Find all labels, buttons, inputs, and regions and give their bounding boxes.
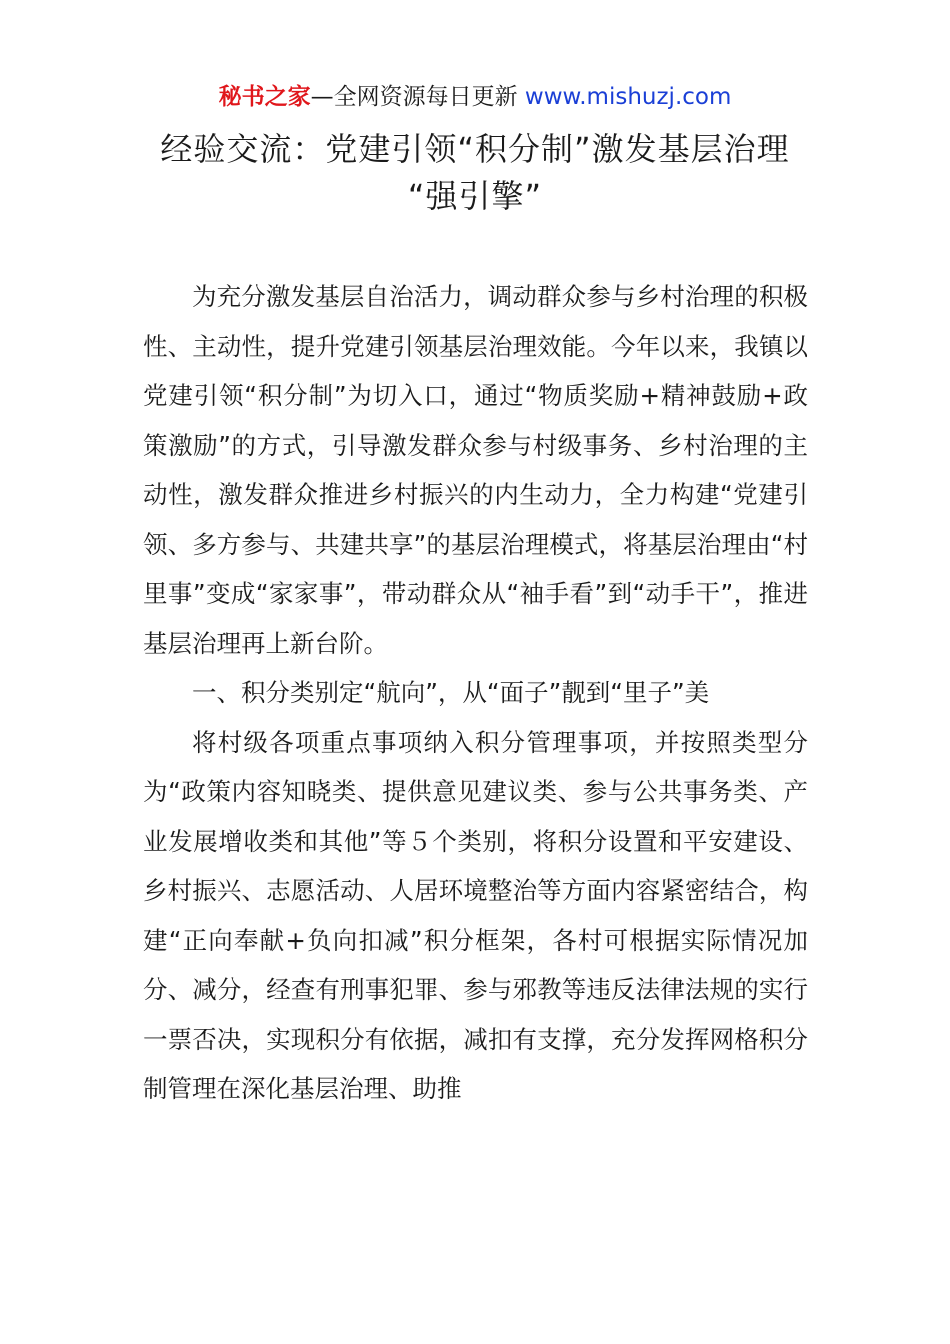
section-1-paragraph: 将村级各项重点事项纳入积分管理事项，并按照类型分为“政策内容知晓类、提供意见建议类、参与公共事务类、产业发展增收类和其他”等５个类别，将积分设置和平安建设、乡村振兴、志愿活动、人居环境整治等方面内容紧密结合，构建“正向奉献+负向扣减”积分框架，各村可根据实际情况加分、减分，经查有刑事犯罪、参与邪教等违反法律法规的实行一票否决，实现积分有依据，减扣有支撑，充分发挥网格积分制管理在深化基层治理、助推 [143,727,808,1103]
site-header [0,82,950,112]
section-heading-1: 一、积分类别定“航向”，从“面子”靓到“里子”美 [192,678,710,707]
document-title [100,126,850,220]
document-title-line-2: “强引擎” [407,177,543,215]
site-tagline: —全网资源每日更新 [310,84,525,110]
site-brand: 秘书之家 [218,84,311,110]
intro-paragraph: 为充分激发基层自治活力，调动群众参与乡村治理的积极性、主动性，提升党建引领基层治理效能。今年以来，我镇以党建引领“积分制”为切入口，通过“物质奖励+精神鼓励+政策激励”的方式，引导激发群众参与村级事务、乡村治理的主动性，激发群众推进乡村振兴的内生动力，全力构建“党建引领、多方参与、共建共享”的基层治理模式，将基层治理由“村里事”变成“家家事”，带动群众从“袖手看”到“动手干”，推进基层治理再上新台阶。 [143,282,808,658]
document-body [143,272,808,1114]
site-url-link[interactable]: www.mishuzj.com [524,84,732,110]
document-title-line-1: 经验交流：党建引领“积分制”激发基层治理 [160,130,790,168]
